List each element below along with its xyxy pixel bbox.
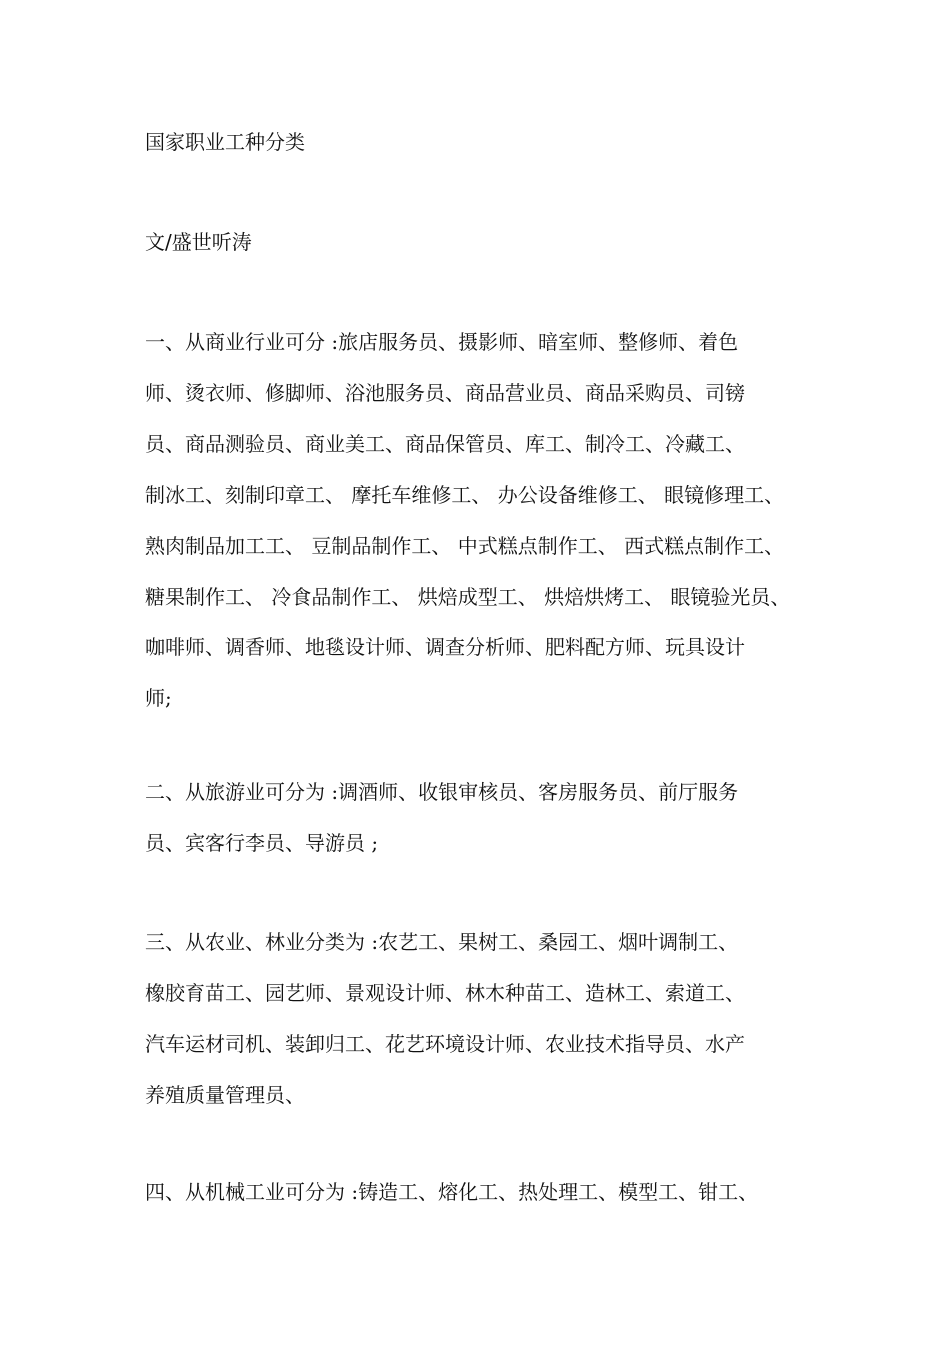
text-line: 制冰工、刻制印章工、 摩托车维修工、 办公设备维修工、 眼镜修理工、 xyxy=(145,483,785,507)
paragraph-agriculture xyxy=(145,928,845,1132)
text-line: 三、从农业、林业分类为 :农艺工、果树工、桑园工、烟叶调制工、 xyxy=(145,930,739,954)
paragraph-machinery xyxy=(145,1178,845,1229)
text-line: 糖果制作工、 冷食品制作工、 烘焙成型工、 烘焙烘烤工、 眼镜验光员、 xyxy=(145,585,791,609)
document-title: 国家职业工种分类 xyxy=(145,130,305,154)
document-author: 文/盛世听涛 xyxy=(145,230,252,254)
text-line: 一、从商业行业可分 :旅店服务员、摄影师、暗室师、整修师、着色 xyxy=(145,330,739,354)
text-line: 四、从机械工业可分为 :铸造工、熔化工、热处理工、模型工、钳工、 xyxy=(145,1180,759,1204)
text-line: 橡胶育苗工、园艺师、景观设计师、林木种苗工、造林工、索道工、 xyxy=(145,981,745,1005)
text-line: 二、从旅游业可分为 :调酒师、收银审核员、客房服务员、前厅服务 xyxy=(145,780,739,804)
text-line: 员、宾客行李员、导游员 ; xyxy=(145,831,379,855)
text-line: 汽车运材司机、装卸归工、花艺环境设计师、农业技术指导员、水产 xyxy=(145,1032,745,1056)
text-line: 养殖质量管理员、 xyxy=(145,1083,305,1107)
paragraph-tourism xyxy=(145,778,845,880)
text-line: 师; xyxy=(145,686,172,710)
text-line: 员、商品测验员、商业美工、商品保管员、库工、制冷工、冷藏工、 xyxy=(145,432,745,456)
paragraph-commerce xyxy=(145,328,845,735)
text-line: 师、烫衣师、修脚师、浴池服务员、商品营业员、商品采购员、司镑 xyxy=(145,381,745,405)
text-line: 熟肉制品加工工、 豆制品制作工、 中式糕点制作工、 西式糕点制作工、 xyxy=(145,534,785,558)
text-line: 咖啡师、调香师、地毯设计师、调查分析师、肥料配方师、玩具设计 xyxy=(145,635,745,659)
